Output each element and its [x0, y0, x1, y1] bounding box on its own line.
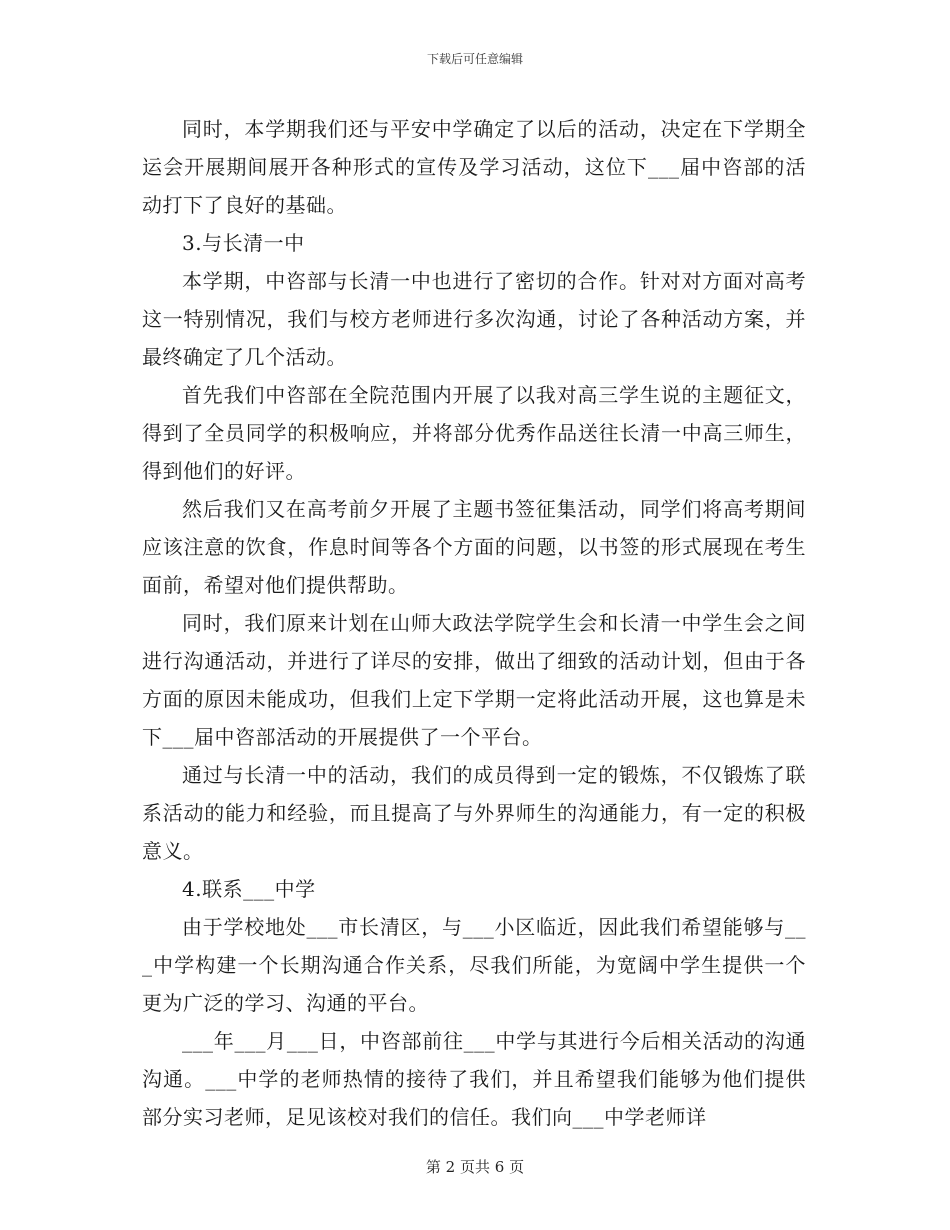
section-heading-3: 3.与长清一中	[182, 231, 305, 255]
page-header: 下载后可任意编辑	[426, 52, 523, 66]
paragraph-4: 然后我们又在高考前夕开展了主题书签征集活动，同学们将高考期间应该注意的饮食，作息时间等各个方面的问题，以书签的形式展现在考生面前，希望对他们提供帮助。	[142, 497, 806, 597]
section-heading-4: 4.联系___中学	[182, 877, 316, 901]
paragraph-8: ___年___月___日，中咨部前往___中学与其进行今后相关活动的沟通沟通。___中学的老师热情的接待了我们，并且希望我们能够为他们提供部分实习老师，足见该校对我们的信任。我们向___中学老师详	[142, 1029, 806, 1129]
paragraph-7: 由于学校地处___市长清区，与___小区临近，因此我们希望能够与___中学构建一个长期沟通合作关系，尽我们所能，为宽阔中学生提供一个更为广泛的学习、沟通的平台。	[142, 915, 806, 1015]
document-body	[142, 110, 806, 1136]
paragraph-3: 首先我们中咨部在全院范围内开展了以我对高三学生说的主题征文，得到了全员同学的积极响应，并将部分优秀作品送往长清一中高三师生，得到他们的好评。	[142, 383, 806, 483]
page-number-footer: 第 2 页共 6 页	[425, 1158, 525, 1176]
paragraph-5: 同时，我们原来计划在山师大政法学院学生会和长清一中学生会之间进行沟通活动，并进行了详尽的安排，做出了细致的活动计划，但由于各方面的原因未能成功，但我们上定下学期一定将此活动开展，这也算是未下___届中咨部活动的开展提供了一个平台。	[142, 611, 806, 749]
paragraph-2: 本学期，中咨部与长清一中也进行了密切的合作。针对对方面对高考这一特别情况，我们与校方老师进行多次沟通，讨论了各种活动方案，并最终确定了几个活动。	[142, 269, 806, 369]
paragraph-1: 同时，本学期我们还与平安中学确定了以后的活动，决定在下学期全运会开展期间展开各种形式的宣传及学习活动，这位下___届中咨部的活动打下了良好的基础。	[142, 117, 806, 217]
paragraph-6: 通过与长清一中的活动，我们的成员得到一定的锻炼，不仅锻炼了联系活动的能力和经验，而且提高了与外界师生的沟通能力，有一定的积极意义。	[142, 763, 806, 863]
